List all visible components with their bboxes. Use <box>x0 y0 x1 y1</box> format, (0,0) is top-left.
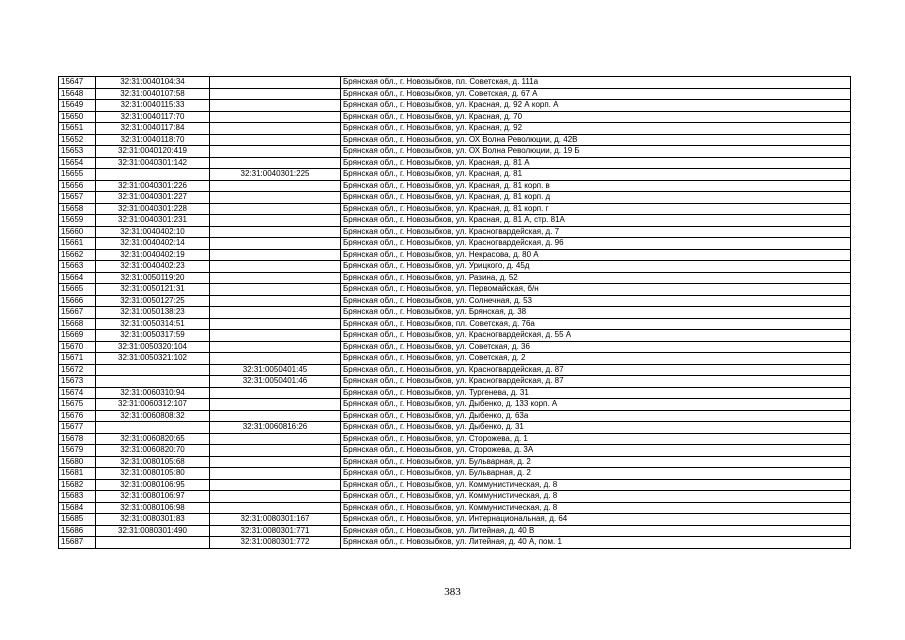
address-cell: Брянская обл., г. Новозыбков, ул. Красногвардейская, д. 7 <box>341 226 851 238</box>
linked-cadastral-number-cell: 32:31:0080301:167 <box>210 514 341 526</box>
row-number-cell: 15660 <box>59 226 96 238</box>
table-row <box>59 502 851 514</box>
table-row <box>59 88 851 100</box>
address-cell: Брянская обл., г. Новозыбков, ул. Коммунистическая, д. 8 <box>341 502 851 514</box>
linked-cadastral-number-cell <box>210 146 341 158</box>
cadastral-number-cell: 32:31:0040402:23 <box>96 261 210 273</box>
address-cell: Брянская обл., г. Новозыбков, ул. Дыбенко, д. 133 корп. А <box>341 399 851 411</box>
cadastral-number-cell: 32:31:0040117:84 <box>96 123 210 135</box>
address-cell: Брянская обл., г. Новозыбков, ул. Брянская, д. 38 <box>341 307 851 319</box>
address-cell: Брянская обл., г. Новозыбков, ул. Урицкого, д. 45д <box>341 261 851 273</box>
address-cell: Брянская обл., г. Новозыбков, пл. Советская, д. 76а <box>341 318 851 330</box>
linked-cadastral-number-cell <box>210 88 341 100</box>
row-number-cell: 15676 <box>59 410 96 422</box>
table-row <box>59 341 851 353</box>
address-cell: Брянская обл., г. Новозыбков, ул. Литейная, д. 40 А, пом. 1 <box>341 537 851 549</box>
table-row <box>59 376 851 388</box>
row-number-cell: 15659 <box>59 215 96 227</box>
address-cell: Брянская обл., г. Новозыбков, ул. Коммунистическая, д. 8 <box>341 491 851 503</box>
table-row <box>59 491 851 503</box>
row-number-cell: 15682 <box>59 479 96 491</box>
table-row <box>59 180 851 192</box>
table-row <box>59 456 851 468</box>
linked-cadastral-number-cell: 32:31:0040301:225 <box>210 169 341 181</box>
linked-cadastral-number-cell <box>210 330 341 342</box>
address-cell: Брянская обл., г. Новозыбков, ул. Красная, д. 70 <box>341 111 851 123</box>
address-cell: Брянская обл., г. Новозыбков, ул. Советская, д. 2 <box>341 353 851 365</box>
linked-cadastral-number-cell <box>210 215 341 227</box>
cadastral-number-cell: 32:31:0080106:97 <box>96 491 210 503</box>
table-row <box>59 468 851 480</box>
address-cell: Брянская обл., г. Новозыбков, ул. Разина, д. 52 <box>341 272 851 284</box>
linked-cadastral-number-cell <box>210 479 341 491</box>
table-row <box>59 387 851 399</box>
cadastral-number-cell: 32:31:0040301:227 <box>96 192 210 204</box>
cadastral-number-cell: 32:31:0050138:23 <box>96 307 210 319</box>
cadastral-number-cell: 32:31:0050127:25 <box>96 295 210 307</box>
cadastral-number-cell: 32:31:0080301:83 <box>96 514 210 526</box>
registry-table-body <box>59 77 851 549</box>
row-number-cell: 15670 <box>59 341 96 353</box>
row-number-cell: 15673 <box>59 376 96 388</box>
cadastral-number-cell: 32:31:0040120:419 <box>96 146 210 158</box>
cadastral-number-cell: 32:31:0050314:51 <box>96 318 210 330</box>
linked-cadastral-number-cell <box>210 295 341 307</box>
table-row <box>59 123 851 135</box>
row-number-cell: 15678 <box>59 433 96 445</box>
row-number-cell: 15677 <box>59 422 96 434</box>
address-cell: Брянская обл., г. Новозыбков, ул. Литейная, д. 40 В <box>341 525 851 537</box>
table-row <box>59 353 851 365</box>
address-cell: Брянская обл., г. Новозыбков, пл. Советская, д. 111а <box>341 77 851 89</box>
cadastral-number-cell: 32:31:0040301:231 <box>96 215 210 227</box>
table-row <box>59 318 851 330</box>
linked-cadastral-number-cell: 32:31:0080301:771 <box>210 525 341 537</box>
row-number-cell: 15657 <box>59 192 96 204</box>
cadastral-number-cell: 32:31:0050121:31 <box>96 284 210 296</box>
address-cell: Брянская обл., г. Новозыбков, ул. Бульварная, д. 2 <box>341 456 851 468</box>
cadastral-number-cell: 32:31:0040402:19 <box>96 249 210 261</box>
table-row <box>59 537 851 549</box>
table-row <box>59 272 851 284</box>
address-cell: Брянская обл., г. Новозыбков, ул. Советская, д. 67 А <box>341 88 851 100</box>
row-number-cell: 15656 <box>59 180 96 192</box>
linked-cadastral-number-cell: 32:31:0050401:45 <box>210 364 341 376</box>
linked-cadastral-number-cell <box>210 111 341 123</box>
row-number-cell: 15679 <box>59 445 96 457</box>
linked-cadastral-number-cell: 32:31:0080301:772 <box>210 537 341 549</box>
address-cell: Брянская обл., г. Новозыбков, ул. Красная, д. 92 <box>341 123 851 135</box>
row-number-cell: 15681 <box>59 468 96 480</box>
cadastral-number-cell <box>96 537 210 549</box>
address-cell: Брянская обл., г. Новозыбков, ул. Сторожева, д. 3А <box>341 445 851 457</box>
table-row <box>59 399 851 411</box>
address-cell: Брянская обл., г. Новозыбков, ул. Красногвардейская, д. 87 <box>341 376 851 388</box>
linked-cadastral-number-cell <box>210 226 341 238</box>
linked-cadastral-number-cell <box>210 410 341 422</box>
linked-cadastral-number-cell <box>210 502 341 514</box>
linked-cadastral-number-cell <box>210 387 341 399</box>
table-row <box>59 192 851 204</box>
linked-cadastral-number-cell: 32:31:0060816:26 <box>210 422 341 434</box>
address-cell: Брянская обл., г. Новозыбков, ул. Красногвардейская, д. 96 <box>341 238 851 250</box>
linked-cadastral-number-cell <box>210 249 341 261</box>
row-number-cell: 15663 <box>59 261 96 273</box>
table-row <box>59 169 851 181</box>
row-number-cell: 15662 <box>59 249 96 261</box>
table-row <box>59 284 851 296</box>
linked-cadastral-number-cell <box>210 284 341 296</box>
address-cell: Брянская обл., г. Новозыбков, ул. Некрасова, д. 80 А <box>341 249 851 261</box>
cadastral-number-cell: 32:31:0080301:490 <box>96 525 210 537</box>
address-cell: Брянская обл., г. Новозыбков, ул. Дыбенко, д. 31 <box>341 422 851 434</box>
table-row <box>59 330 851 342</box>
row-number-cell: 15680 <box>59 456 96 468</box>
linked-cadastral-number-cell <box>210 456 341 468</box>
table-row <box>59 307 851 319</box>
cadastral-number-cell: 32:31:0080105:68 <box>96 456 210 468</box>
table-row <box>59 203 851 215</box>
table-row <box>59 364 851 376</box>
cadastral-number-cell: 32:31:0050119:20 <box>96 272 210 284</box>
address-cell: Брянская обл., г. Новозыбков, ул. Красная, д. 81 <box>341 169 851 181</box>
row-number-cell: 15669 <box>59 330 96 342</box>
row-number-cell: 15664 <box>59 272 96 284</box>
cadastral-number-cell: 32:31:0040115:33 <box>96 100 210 112</box>
row-number-cell: 15650 <box>59 111 96 123</box>
linked-cadastral-number-cell <box>210 341 341 353</box>
cadastral-number-cell: 32:31:0040118:70 <box>96 134 210 146</box>
table-row <box>59 514 851 526</box>
table-row <box>59 215 851 227</box>
linked-cadastral-number-cell <box>210 468 341 480</box>
row-number-cell: 15655 <box>59 169 96 181</box>
row-number-cell: 15647 <box>59 77 96 89</box>
cadastral-number-cell <box>96 422 210 434</box>
row-number-cell: 15661 <box>59 238 96 250</box>
row-number-cell: 15667 <box>59 307 96 319</box>
cadastral-number-cell: 32:31:0040301:228 <box>96 203 210 215</box>
linked-cadastral-number-cell <box>210 77 341 89</box>
linked-cadastral-number-cell <box>210 445 341 457</box>
row-number-cell: 15658 <box>59 203 96 215</box>
cadastral-number-cell: 32:31:0060820:70 <box>96 445 210 457</box>
row-number-cell: 15652 <box>59 134 96 146</box>
cadastral-number-cell: 32:31:0040402:14 <box>96 238 210 250</box>
cadastral-number-cell: 32:31:0040117:70 <box>96 111 210 123</box>
row-number-cell: 15674 <box>59 387 96 399</box>
linked-cadastral-number-cell <box>210 399 341 411</box>
table-row <box>59 479 851 491</box>
page-number: 383 <box>444 586 461 598</box>
table-row <box>59 238 851 250</box>
cadastral-number-cell: 32:31:0040402:10 <box>96 226 210 238</box>
address-cell: Брянская обл., г. Новозыбков, ул. Бульварная, д. 2 <box>341 468 851 480</box>
address-cell: Брянская обл., г. Новозыбков, ул. ОХ Волна Революции, д. 19 Б <box>341 146 851 158</box>
table-row <box>59 410 851 422</box>
linked-cadastral-number-cell <box>210 123 341 135</box>
cadastral-number-cell <box>96 364 210 376</box>
cadastral-number-cell: 32:31:0040301:142 <box>96 157 210 169</box>
address-cell: Брянская обл., г. Новозыбков, ул. Красная, д. 81 А <box>341 157 851 169</box>
table-row <box>59 134 851 146</box>
address-cell: Брянская обл., г. Новозыбков, ул. Тургенева, д. 31 <box>341 387 851 399</box>
address-cell: Брянская обл., г. Новозыбков, ул. Советская, д. 36 <box>341 341 851 353</box>
linked-cadastral-number-cell <box>210 134 341 146</box>
row-number-cell: 15665 <box>59 284 96 296</box>
table-row <box>59 261 851 273</box>
linked-cadastral-number-cell <box>210 238 341 250</box>
address-cell: Брянская обл., г. Новозыбков, ул. Красногвардейская, д. 55 А <box>341 330 851 342</box>
cadastral-number-cell: 32:31:0040301:226 <box>96 180 210 192</box>
cadastral-number-cell: 32:31:0080106:98 <box>96 502 210 514</box>
table-row <box>59 111 851 123</box>
address-cell: Брянская обл., г. Новозыбков, ул. ОХ Волна Революции, д. 42В <box>341 134 851 146</box>
address-cell: Брянская обл., г. Новозыбков, ул. Красная, д. 81 А, стр. 81А <box>341 215 851 227</box>
cadastral-number-cell <box>96 376 210 388</box>
address-cell: Брянская обл., г. Новозыбков, ул. Коммунистическая, д. 8 <box>341 479 851 491</box>
cadastral-number-cell: 32:31:0050320:104 <box>96 341 210 353</box>
row-number-cell: 15686 <box>59 525 96 537</box>
cadastral-number-cell: 32:31:0060820:65 <box>96 433 210 445</box>
address-cell: Брянская обл., г. Новозыбков, ул. Красная, д. 81 корп. г <box>341 203 851 215</box>
row-number-cell: 15654 <box>59 157 96 169</box>
row-number-cell: 15671 <box>59 353 96 365</box>
table-row <box>59 77 851 89</box>
cadastral-number-cell: 32:31:0040104:34 <box>96 77 210 89</box>
linked-cadastral-number-cell <box>210 491 341 503</box>
table-row <box>59 295 851 307</box>
table-row <box>59 525 851 537</box>
row-number-cell: 15666 <box>59 295 96 307</box>
address-cell: Брянская обл., г. Новозыбков, ул. Солнечная, д. 53 <box>341 295 851 307</box>
linked-cadastral-number-cell <box>210 353 341 365</box>
cadastral-number-cell: 32:31:0060808:32 <box>96 410 210 422</box>
cadastral-number-cell: 32:31:0080106:95 <box>96 479 210 491</box>
cadastral-number-cell <box>96 169 210 181</box>
linked-cadastral-number-cell: 32:31:0050401:46 <box>210 376 341 388</box>
row-number-cell: 15675 <box>59 399 96 411</box>
row-number-cell: 15668 <box>59 318 96 330</box>
linked-cadastral-number-cell <box>210 272 341 284</box>
cadastral-number-cell: 32:31:0050317:59 <box>96 330 210 342</box>
address-cell: Брянская обл., г. Новозыбков, ул. Первомайская, б/н <box>341 284 851 296</box>
row-number-cell: 15648 <box>59 88 96 100</box>
row-number-cell: 15685 <box>59 514 96 526</box>
table-row <box>59 445 851 457</box>
address-cell: Брянская обл., г. Новозыбков, ул. Красногвардейская, д. 87 <box>341 364 851 376</box>
address-cell: Брянская обл., г. Новозыбков, ул. Красная, д. 92 А корп. А <box>341 100 851 112</box>
table-row <box>59 422 851 434</box>
linked-cadastral-number-cell <box>210 307 341 319</box>
row-number-cell: 15687 <box>59 537 96 549</box>
row-number-cell: 15672 <box>59 364 96 376</box>
linked-cadastral-number-cell <box>210 433 341 445</box>
table-row <box>59 157 851 169</box>
cadastral-number-cell: 32:31:0060312:107 <box>96 399 210 411</box>
registry-table <box>58 76 851 549</box>
linked-cadastral-number-cell <box>210 157 341 169</box>
cadastral-number-cell: 32:31:0080105:80 <box>96 468 210 480</box>
table-row <box>59 433 851 445</box>
cadastral-number-cell: 32:31:0040107:58 <box>96 88 210 100</box>
linked-cadastral-number-cell <box>210 318 341 330</box>
row-number-cell: 15683 <box>59 491 96 503</box>
cadastral-number-cell: 32:31:0050321:102 <box>96 353 210 365</box>
row-number-cell: 15653 <box>59 146 96 158</box>
linked-cadastral-number-cell <box>210 203 341 215</box>
row-number-cell: 15684 <box>59 502 96 514</box>
table-row <box>59 249 851 261</box>
table-row <box>59 226 851 238</box>
address-cell: Брянская обл., г. Новозыбков, ул. Дыбенко, д. 63а <box>341 410 851 422</box>
table-row <box>59 100 851 112</box>
table-row <box>59 146 851 158</box>
row-number-cell: 15651 <box>59 123 96 135</box>
address-cell: Брянская обл., г. Новозыбков, ул. Красная, д. 81 корп. в <box>341 180 851 192</box>
linked-cadastral-number-cell <box>210 180 341 192</box>
linked-cadastral-number-cell <box>210 261 341 273</box>
address-cell: Брянская обл., г. Новозыбков, ул. Сторожева, д. 1 <box>341 433 851 445</box>
linked-cadastral-number-cell <box>210 192 341 204</box>
address-cell: Брянская обл., г. Новозыбков, ул. Красная, д. 81 корп. д <box>341 192 851 204</box>
linked-cadastral-number-cell <box>210 100 341 112</box>
row-number-cell: 15649 <box>59 100 96 112</box>
address-cell: Брянская обл., г. Новозыбков, ул. Интернациональная, д. 64 <box>341 514 851 526</box>
cadastral-number-cell: 32:31:0060310:94 <box>96 387 210 399</box>
